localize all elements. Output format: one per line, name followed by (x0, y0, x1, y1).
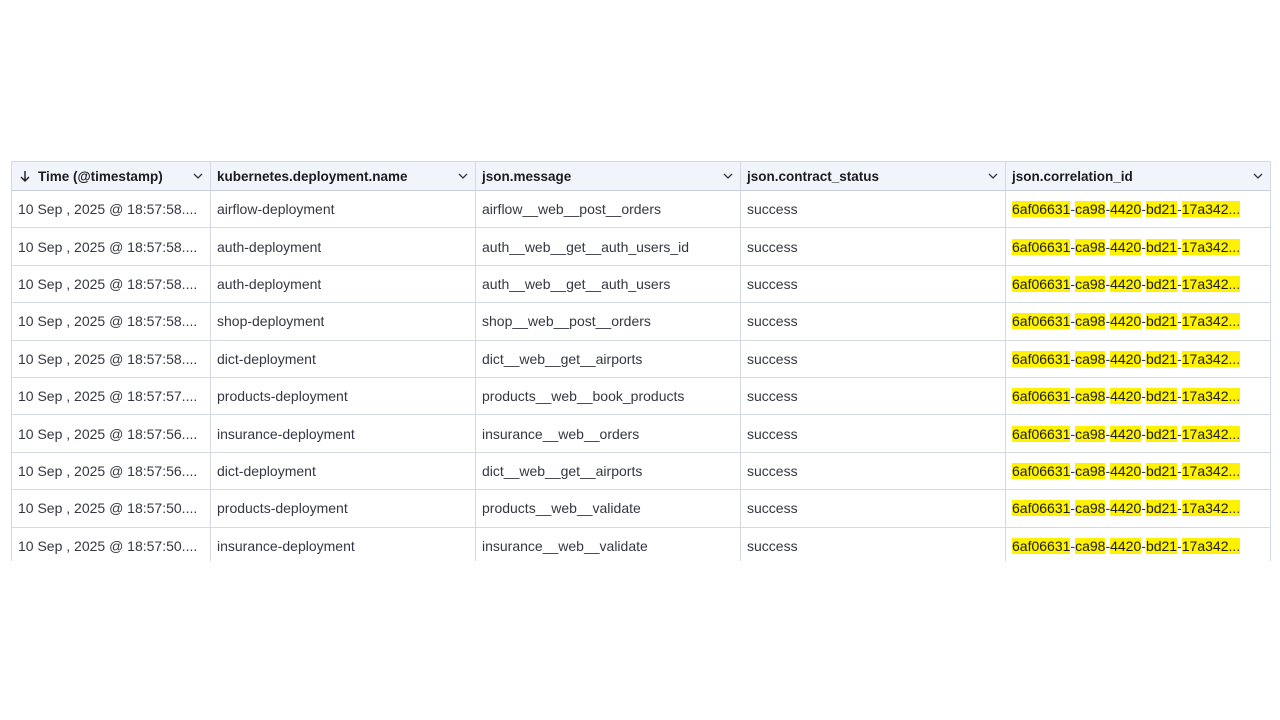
correlation-id-value (1012, 201, 1264, 217)
cell-deployment-name-text: auth-deployment (217, 238, 322, 255)
search-highlight: 6af06631 (1012, 537, 1071, 554)
cell-message[interactable] (476, 378, 741, 414)
cell-message[interactable] (476, 453, 741, 489)
table-row[interactable] (12, 341, 1270, 378)
cell-correlation-id[interactable] (1006, 341, 1270, 377)
correlation-id-separator: - (1177, 537, 1182, 554)
column-header-correlation-id[interactable] (1006, 162, 1270, 190)
correlation-id-separator: - (1105, 275, 1111, 292)
column-header-label: Time (@timestamp) (38, 168, 163, 184)
search-highlight: 6af06631 (1012, 313, 1071, 330)
truncation-ellipsis: ... (1228, 201, 1241, 218)
chevron-down-icon[interactable] (722, 170, 734, 182)
cell-deployment-name[interactable] (211, 378, 476, 414)
truncation-ellipsis: ... (1228, 500, 1241, 517)
search-highlight: 6af06631 (1012, 238, 1071, 255)
correlation-id-value (1012, 463, 1264, 479)
cell-timestamp-text: 10 Sep , 2025 @ 18:57:50.... (18, 500, 198, 517)
cell-deployment-name-text: auth-deployment (217, 275, 322, 292)
search-highlight: 6af06631 (1012, 388, 1071, 405)
grid-body (12, 191, 1270, 561)
search-highlight: 4420 (1110, 201, 1142, 218)
cell-contract-status-text: success (747, 388, 798, 405)
search-highlight: 4420 (1110, 425, 1142, 442)
cell-deployment-name-text: products-deployment (217, 388, 348, 405)
correlation-id-separator: - (1177, 275, 1182, 292)
column-header-label: kubernetes.deployment.name (217, 168, 408, 184)
correlation-id-separator: - (1070, 500, 1076, 517)
search-highlight: ca98 (1075, 537, 1106, 554)
search-highlight: bd21 (1145, 201, 1178, 218)
cell-correlation-id[interactable] (1006, 415, 1270, 451)
cell-timestamp[interactable] (12, 341, 211, 377)
search-highlight: 17a342 (1181, 425, 1229, 442)
cell-contract-status-text: success (747, 500, 798, 517)
search-highlight: 17a342 (1181, 462, 1229, 479)
cell-message-text: shop__web__post__orders (482, 313, 651, 330)
cell-timestamp[interactable] (12, 378, 211, 414)
correlation-id-value (1012, 276, 1264, 292)
truncation-ellipsis: ... (1228, 275, 1241, 292)
cell-timestamp[interactable] (12, 528, 211, 561)
correlation-id-separator: - (1177, 425, 1182, 442)
cell-contract-status[interactable] (741, 341, 1006, 377)
cell-message[interactable] (476, 341, 741, 377)
cell-timestamp-text: 10 Sep , 2025 @ 18:57:58.... (18, 238, 198, 255)
cell-message[interactable] (476, 415, 741, 451)
search-highlight: 4420 (1110, 350, 1142, 367)
cell-contract-status-text: success (747, 425, 798, 442)
search-highlight: 4420 (1110, 313, 1142, 330)
correlation-id-value (1012, 538, 1264, 554)
correlation-id-value (1012, 239, 1264, 255)
column-header-time-content (18, 169, 163, 184)
correlation-id-separator: - (1141, 462, 1146, 479)
truncation-ellipsis: ... (1228, 313, 1241, 330)
correlation-id-value (1012, 388, 1264, 404)
cell-timestamp-text: 10 Sep , 2025 @ 18:57:57.... (18, 388, 198, 405)
cell-contract-status[interactable] (741, 490, 1006, 526)
truncation-ellipsis: ... (1228, 388, 1241, 405)
cell-deployment-name-text: insurance-deployment (217, 537, 355, 554)
correlation-id-value (1012, 351, 1264, 367)
cell-deployment-name-text: airflow-deployment (217, 201, 335, 218)
chevron-down-icon[interactable] (457, 170, 469, 182)
correlation-id-separator: - (1141, 275, 1146, 292)
search-highlight: 17a342 (1181, 500, 1229, 517)
correlation-id-separator: - (1070, 537, 1076, 554)
correlation-id-separator: - (1070, 388, 1076, 405)
cell-contract-status[interactable] (741, 378, 1006, 414)
cell-correlation-id[interactable] (1006, 266, 1270, 302)
cell-deployment-name[interactable] (211, 415, 476, 451)
truncation-ellipsis: ... (1228, 537, 1241, 554)
cell-deployment-name[interactable] (211, 528, 476, 561)
cell-message-text: products__web__validate (482, 500, 641, 517)
column-header-label: json.message (482, 168, 572, 184)
cell-message[interactable] (476, 490, 741, 526)
search-highlight: 17a342 (1181, 388, 1229, 405)
table-row[interactable] (12, 303, 1270, 340)
correlation-id-separator: - (1105, 388, 1111, 405)
cell-contract-status[interactable] (741, 303, 1006, 339)
column-header-time[interactable] (12, 162, 211, 190)
correlation-id-separator: - (1141, 425, 1146, 442)
cell-timestamp-text: 10 Sep , 2025 @ 18:57:58.... (18, 313, 198, 330)
cell-deployment-name-text: shop-deployment (217, 313, 325, 330)
correlation-id-separator: - (1070, 350, 1076, 367)
cell-deployment-name[interactable] (211, 228, 476, 264)
search-highlight: 17a342 (1181, 350, 1229, 367)
truncation-ellipsis: ... (1228, 350, 1241, 367)
search-highlight: 6af06631 (1012, 275, 1071, 292)
cell-message-text: airflow__web__post__orders (482, 201, 661, 218)
correlation-id-separator: - (1105, 350, 1111, 367)
search-highlight: 4420 (1110, 388, 1142, 405)
cell-timestamp-text: 10 Sep , 2025 @ 18:57:50.... (18, 537, 198, 554)
search-highlight: bd21 (1145, 238, 1178, 255)
cell-message-text: dict__web__get__airports (482, 462, 643, 479)
cell-correlation-id[interactable] (1006, 378, 1270, 414)
search-highlight: bd21 (1145, 275, 1178, 292)
cell-contract-status-text: success (747, 537, 798, 554)
cell-deployment-name[interactable] (211, 191, 476, 227)
cell-timestamp[interactable] (12, 303, 211, 339)
correlation-id-separator: - (1177, 500, 1182, 517)
search-highlight: 6af06631 (1012, 462, 1071, 479)
search-highlight: 4420 (1110, 238, 1142, 255)
cell-contract-status[interactable] (741, 528, 1006, 561)
correlation-id-separator: - (1177, 313, 1182, 330)
search-highlight: 4420 (1110, 500, 1142, 517)
grid-header-row (12, 162, 1270, 191)
search-highlight: ca98 (1075, 275, 1106, 292)
cell-contract-status[interactable] (741, 415, 1006, 451)
table-row[interactable] (12, 415, 1270, 452)
cell-contract-status-text: success (747, 350, 798, 367)
truncation-ellipsis: ... (1228, 462, 1241, 479)
cell-deployment-name-text: insurance-deployment (217, 425, 355, 442)
search-highlight: ca98 (1075, 388, 1106, 405)
correlation-id-separator: - (1141, 537, 1146, 554)
cell-message[interactable] (476, 303, 741, 339)
cell-contract-status-text: success (747, 462, 798, 479)
cell-timestamp[interactable] (12, 490, 211, 526)
correlation-id-separator: - (1177, 238, 1182, 255)
cell-deployment-name[interactable] (211, 303, 476, 339)
column-header-message[interactable] (476, 162, 741, 190)
cell-deployment-name[interactable] (211, 266, 476, 302)
cell-deployment-name[interactable] (211, 341, 476, 377)
search-highlight: ca98 (1075, 201, 1106, 218)
table-row[interactable] (12, 191, 1270, 228)
table-row[interactable] (12, 266, 1270, 303)
cell-contract-status-text: success (747, 201, 798, 218)
truncation-ellipsis: ... (1228, 238, 1241, 255)
cell-contract-status[interactable] (741, 191, 1006, 227)
cell-message[interactable] (476, 228, 741, 264)
correlation-id-separator: - (1070, 462, 1076, 479)
search-highlight: 6af06631 (1012, 425, 1071, 442)
search-highlight: bd21 (1145, 350, 1178, 367)
correlation-id-separator: - (1177, 350, 1182, 367)
cell-timestamp[interactable] (12, 415, 211, 451)
search-highlight: 17a342 (1181, 201, 1229, 218)
cell-contract-status-text: success (747, 238, 798, 255)
correlation-id-separator: - (1141, 500, 1146, 517)
correlation-id-value (1012, 313, 1264, 329)
column-header-deployment[interactable] (211, 162, 476, 190)
cell-timestamp[interactable] (12, 453, 211, 489)
cell-correlation-id[interactable] (1006, 528, 1270, 561)
search-highlight: 17a342 (1181, 275, 1229, 292)
table-row[interactable] (12, 490, 1270, 527)
correlation-id-value (1012, 426, 1264, 442)
correlation-id-separator: - (1141, 313, 1146, 330)
search-highlight: 17a342 (1181, 313, 1229, 330)
cell-timestamp-text: 10 Sep , 2025 @ 18:57:58.... (18, 275, 198, 292)
cell-deployment-name-text: dict-deployment (217, 350, 316, 367)
chevron-down-icon[interactable] (987, 170, 999, 182)
sort-descending-icon[interactable] (18, 169, 32, 183)
correlation-id-separator: - (1105, 425, 1111, 442)
cell-deployment-name[interactable] (211, 453, 476, 489)
column-header-label: json.correlation_id (1012, 168, 1133, 184)
cell-correlation-id[interactable] (1006, 453, 1270, 489)
search-highlight: bd21 (1145, 425, 1178, 442)
cell-timestamp-text: 10 Sep , 2025 @ 18:57:56.... (18, 425, 198, 442)
search-highlight: bd21 (1145, 462, 1178, 479)
cell-message[interactable] (476, 191, 741, 227)
cell-message-text: products__web__book_products (482, 388, 685, 405)
correlation-id-separator: - (1141, 201, 1146, 218)
table-row[interactable] (12, 453, 1270, 490)
chevron-down-icon[interactable] (1252, 170, 1264, 182)
cell-contract-status[interactable] (741, 228, 1006, 264)
correlation-id-separator: - (1070, 313, 1076, 330)
table-row[interactable] (12, 378, 1270, 415)
search-highlight: bd21 (1145, 537, 1178, 554)
cell-correlation-id[interactable] (1006, 191, 1270, 227)
cell-correlation-id[interactable] (1006, 490, 1270, 526)
search-highlight: ca98 (1075, 425, 1106, 442)
cell-correlation-id[interactable] (1006, 303, 1270, 339)
search-highlight: 17a342 (1181, 537, 1229, 554)
correlation-id-separator: - (1177, 201, 1182, 218)
correlation-id-separator: - (1070, 425, 1076, 442)
cell-contract-status-text: success (747, 275, 798, 292)
search-highlight: 4420 (1110, 462, 1142, 479)
correlation-id-separator: - (1177, 462, 1182, 479)
search-highlight: bd21 (1145, 313, 1178, 330)
cell-message[interactable] (476, 266, 741, 302)
cell-message-text: insurance__web__validate (482, 537, 648, 554)
correlation-id-separator: - (1105, 500, 1111, 517)
correlation-id-separator: - (1105, 537, 1111, 554)
chevron-down-icon[interactable] (192, 170, 204, 182)
correlation-id-separator: - (1070, 238, 1076, 255)
search-highlight: ca98 (1075, 462, 1106, 479)
cell-message-text: insurance__web__orders (482, 425, 640, 442)
search-highlight: ca98 (1075, 500, 1106, 517)
correlation-id-separator: - (1105, 462, 1111, 479)
correlation-id-value (1012, 500, 1264, 516)
cell-timestamp-text: 10 Sep , 2025 @ 18:57:56.... (18, 462, 198, 479)
correlation-id-separator: - (1141, 350, 1146, 367)
search-highlight: bd21 (1145, 500, 1178, 517)
cell-deployment-name-text: products-deployment (217, 500, 348, 517)
column-header-contract-status[interactable] (741, 162, 1006, 190)
correlation-id-separator: - (1105, 238, 1111, 255)
cell-timestamp-text: 10 Sep , 2025 @ 18:57:58.... (18, 350, 198, 367)
cell-timestamp[interactable] (12, 191, 211, 227)
search-highlight: 6af06631 (1012, 500, 1071, 517)
cell-deployment-name[interactable] (211, 490, 476, 526)
correlation-id-separator: - (1105, 201, 1111, 218)
search-highlight: 6af06631 (1012, 350, 1071, 367)
search-highlight: ca98 (1075, 350, 1106, 367)
correlation-id-separator: - (1141, 238, 1146, 255)
log-data-grid (11, 161, 1271, 561)
search-highlight: 6af06631 (1012, 201, 1071, 218)
cell-message-text: dict__web__get__airports (482, 350, 643, 367)
cell-deployment-name-text: dict-deployment (217, 462, 316, 479)
cell-timestamp-text: 10 Sep , 2025 @ 18:57:58.... (18, 201, 198, 218)
table-row[interactable] (12, 228, 1270, 265)
search-highlight: ca98 (1075, 238, 1106, 255)
search-highlight: 4420 (1110, 275, 1142, 292)
correlation-id-separator: - (1105, 313, 1111, 330)
cell-message[interactable] (476, 528, 741, 561)
correlation-id-separator: - (1070, 201, 1076, 218)
cell-contract-status-text: success (747, 313, 798, 330)
correlation-id-separator: - (1177, 388, 1182, 405)
cell-timestamp[interactable] (12, 228, 211, 264)
cell-correlation-id[interactable] (1006, 228, 1270, 264)
correlation-id-separator: - (1141, 388, 1146, 405)
search-highlight: 4420 (1110, 537, 1142, 554)
cell-message-text: auth__web__get__auth_users_id (482, 238, 690, 255)
cell-contract-status[interactable] (741, 453, 1006, 489)
search-highlight: bd21 (1145, 388, 1178, 405)
cell-timestamp[interactable] (12, 266, 211, 302)
correlation-id-separator: - (1070, 275, 1076, 292)
truncation-ellipsis: ... (1228, 425, 1241, 442)
column-header-label: json.contract_status (747, 168, 880, 184)
search-highlight: ca98 (1075, 313, 1106, 330)
cell-contract-status[interactable] (741, 266, 1006, 302)
table-row[interactable] (12, 528, 1270, 561)
cell-message-text: auth__web__get__auth_users (482, 275, 671, 292)
search-highlight: 17a342 (1181, 238, 1229, 255)
